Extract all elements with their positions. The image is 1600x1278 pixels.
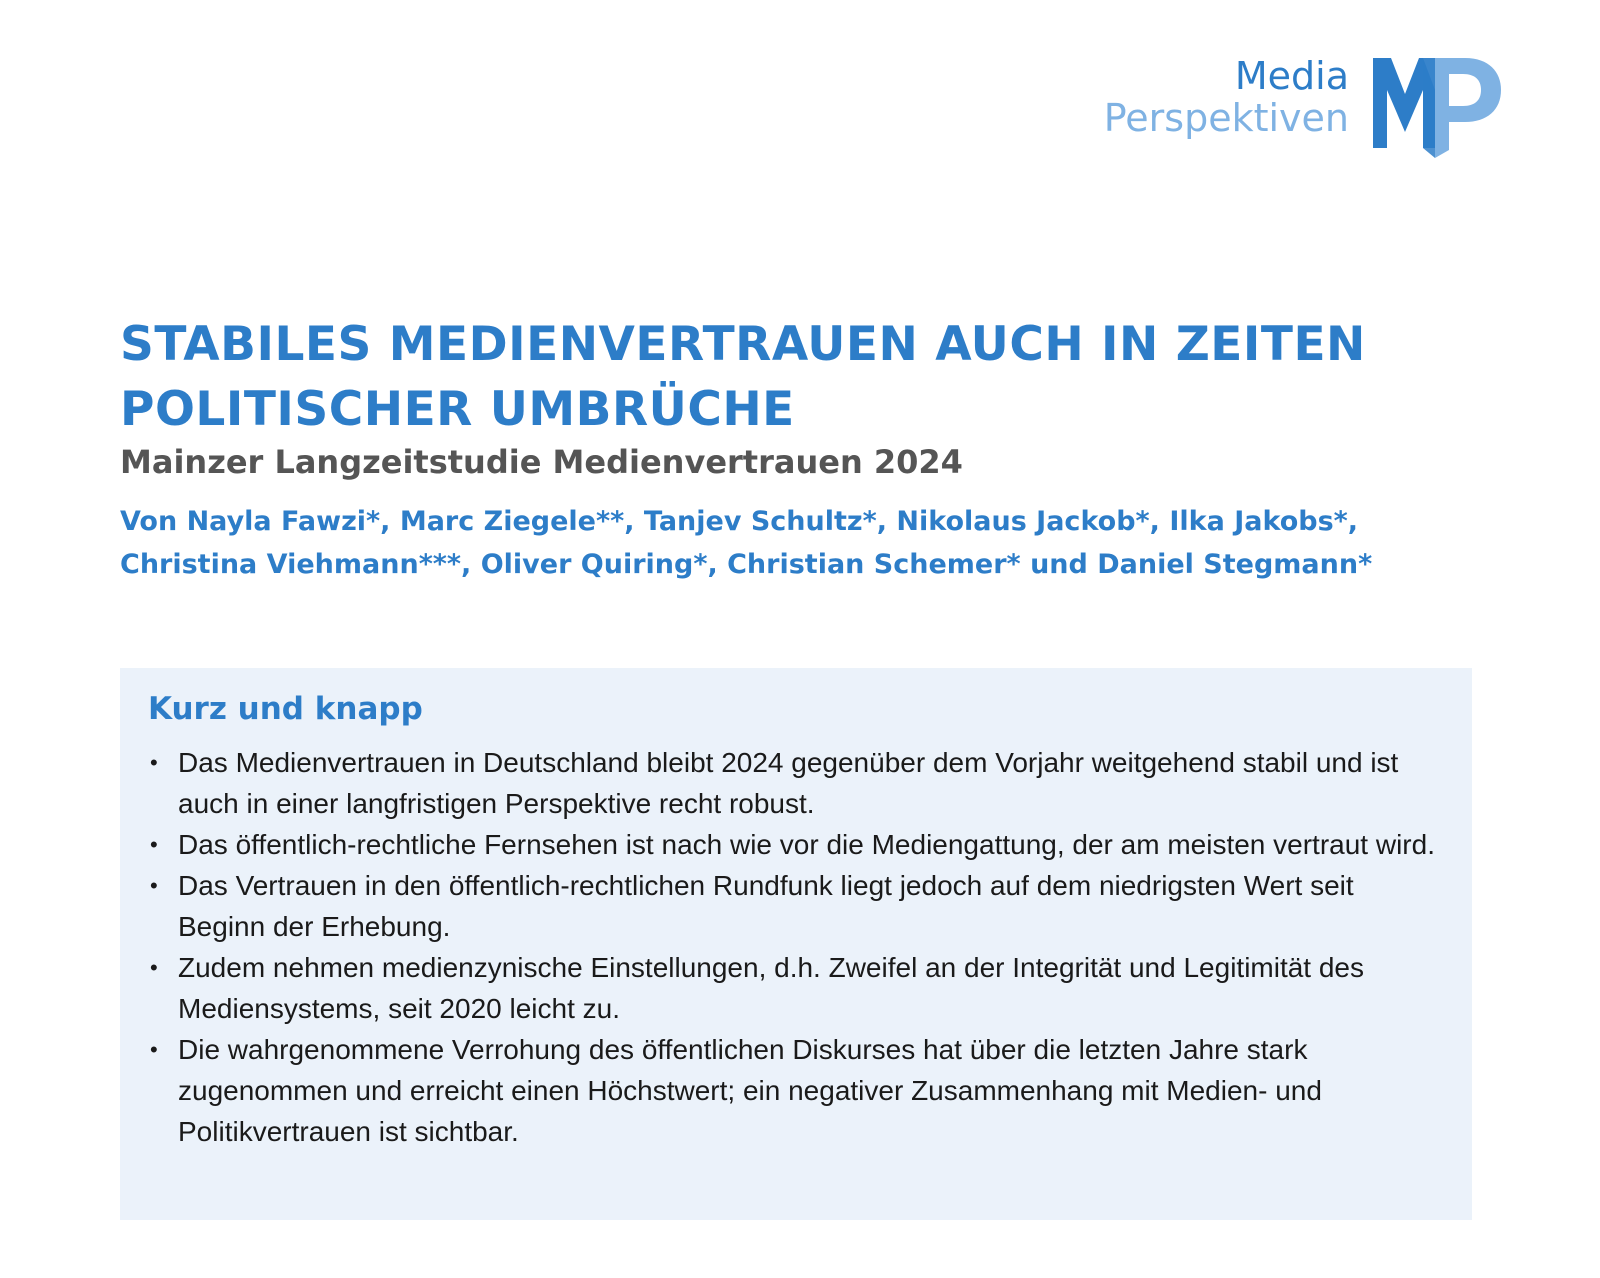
authors-line: Christina Viehmann***, Oliver Quiring*, Christian Schemer* und Daniel Stegmann*: [120, 549, 1373, 580]
mp-logo-icon: [1373, 52, 1505, 158]
authors-line: Von Nayla Fawzi*, Marc Ziegele**, Tanjev Schultz*, Nikolaus Jackob*, Ilka Jakobs*,: [120, 506, 1359, 537]
logo-line-perspektiven: Perspektiven: [1103, 96, 1349, 140]
summary-item-text: Zudem nehmen medienzynische Einstellungen, d.h. Zweifel an der Integrität und Legitimität des Mediensystems, seit 2020 leicht zu.: [178, 952, 1365, 1024]
summary-item: [148, 1029, 1444, 1152]
summary-list: [148, 742, 1444, 1152]
summary-item-text: Das Medienvertrauen in Deutschland bleibt 2024 gegenüber dem Vorjahr weitgehend stabil und ist auch in einer langfristigen Perspektive recht robust.: [178, 747, 1399, 819]
bullet-icon: •: [150, 955, 158, 980]
article-title: [120, 312, 1470, 442]
title-line: STABILES MEDIENVERTRAUEN AUCH IN ZEITEN: [120, 317, 1366, 372]
title-line: POLITISCHER UMBRÜCHE: [120, 382, 795, 437]
summary-item-text: Die wahrgenommene Verrohung des öffentlichen Diskurses hat über die letzten Jahre stark zugenommen und erreicht einen Höchstwert; ein negativer Zusammenhang mit Medien- und Politikvertrauen ist sichtbar.: [178, 1034, 1322, 1147]
authors-list: [120, 500, 1450, 586]
logo-line-media: Media: [1234, 54, 1349, 98]
summary-item: [148, 947, 1444, 1029]
summary-heading: Kurz und knapp: [148, 691, 423, 727]
media-perspektiven-logo: [1104, 52, 1505, 158]
bullet-icon: •: [150, 750, 158, 775]
logo-wordmark: [1104, 56, 1349, 140]
article-subtitle: Mainzer Langzeitstudie Medienvertrauen 2024: [120, 443, 963, 481]
summary-box: [120, 668, 1472, 1220]
summary-item: [148, 865, 1444, 947]
summary-item: [148, 824, 1444, 865]
summary-item: [148, 742, 1444, 824]
bullet-icon: •: [150, 1037, 158, 1062]
summary-item-text: Das Vertrauen in den öffentlich-rechtlichen Rundfunk liegt jedoch auf dem niedrigsten Wert seit Beginn der Erhebung.: [178, 870, 1354, 942]
bullet-icon: •: [150, 873, 158, 898]
summary-item-text: Das öffentlich-rechtliche Fernsehen ist nach wie vor die Mediengattung, der am meisten vertraut wird.: [178, 829, 1435, 860]
bullet-icon: •: [150, 832, 158, 857]
